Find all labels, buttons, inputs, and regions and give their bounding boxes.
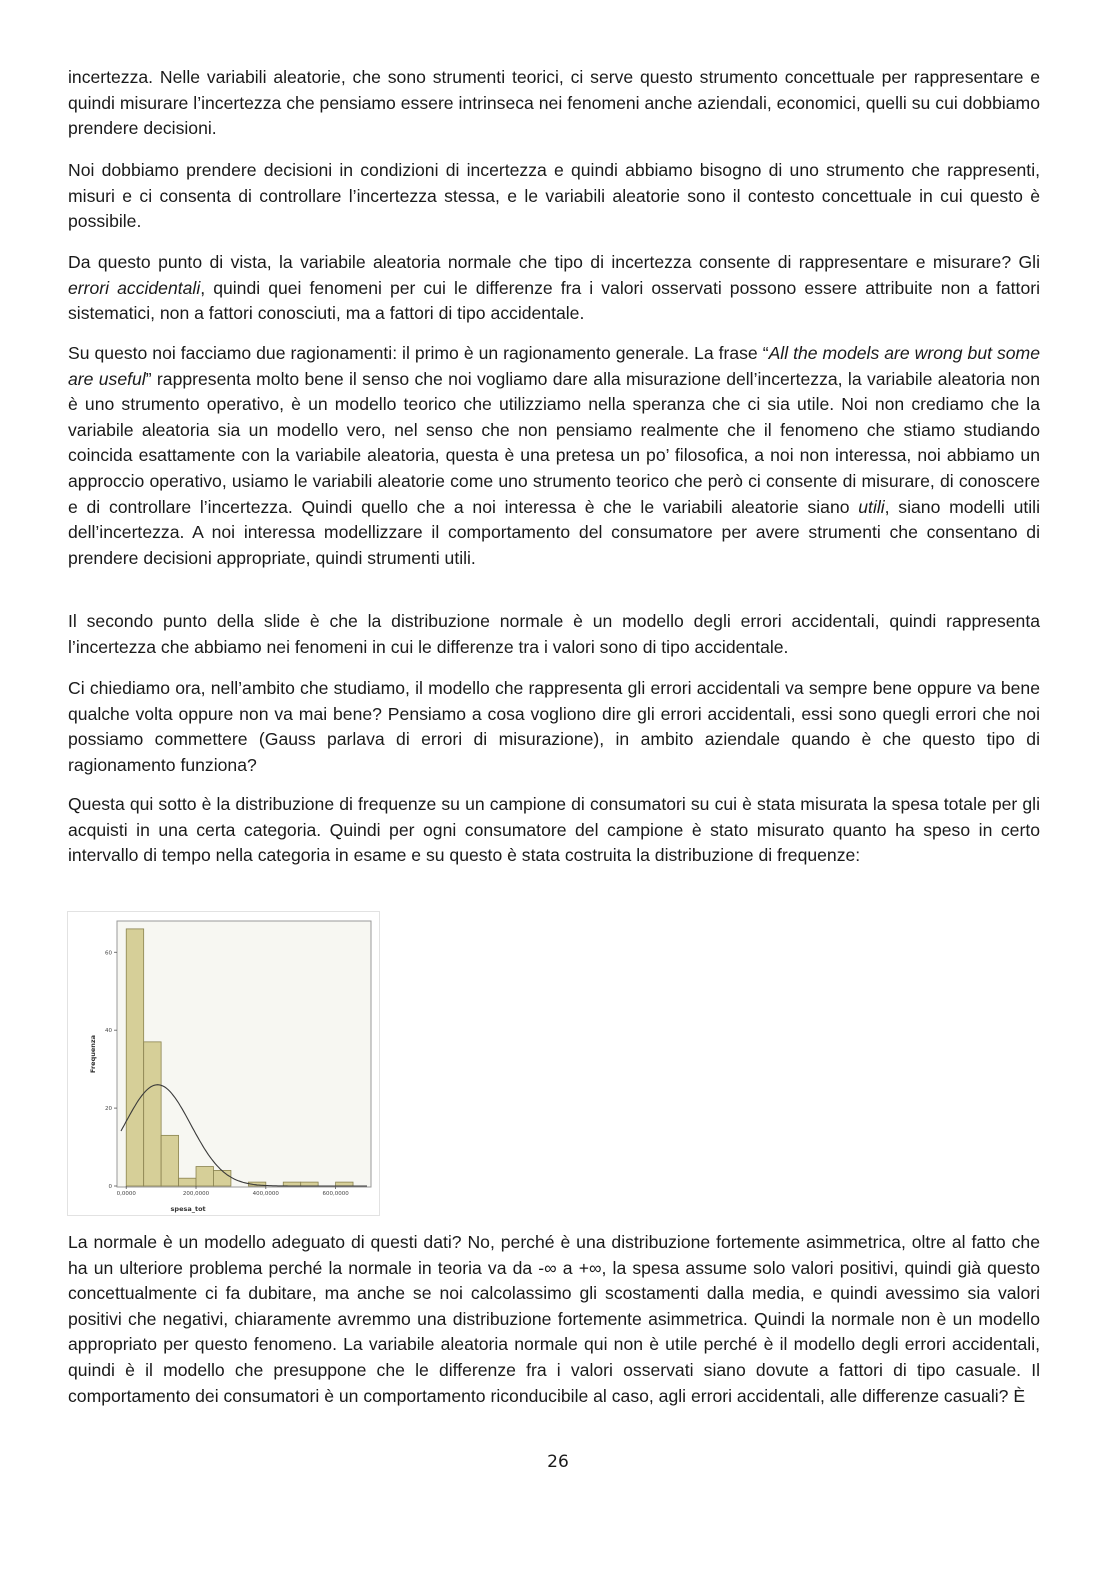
paragraph-4 xyxy=(68,341,1040,571)
y-tick-label: 60 xyxy=(105,950,112,957)
paragraph-2: Noi dobbiamo prendere decisioni in condizioni di incertezza e quindi abbiamo bisogno di uno strumento che rappresenti, misuri e ci consenta di controllare l’incertezza stessa, e le variabili aleatorie sono il contesto concettuale in cui questo è possibile. xyxy=(68,160,1040,232)
paragraph-5: Il secondo punto della slide è che la distribuzione normale è un modello degli errori accidentali, quindi rappresenta l’incertezza che abbiamo nei fenomeni in cui le differenze tra i valori sono di tipo accidentale. xyxy=(68,611,1040,657)
x-tick-label: 600,0000 xyxy=(322,1191,349,1197)
histogram-bar xyxy=(196,1167,213,1186)
histogram-bar xyxy=(179,1178,196,1186)
paragraph-4-text-c: , siano modelli utili dell’incertezza. A noi interessa modellizzare il comportamento del consumatore per avere strumenti che consentano di prendere decisioni appropriate, quindi strumenti utili. xyxy=(68,496,1040,568)
histogram-bar xyxy=(336,1182,353,1186)
page-number: 26 xyxy=(547,1452,569,1472)
histogram-bar xyxy=(301,1182,318,1186)
y-tick-label: 40 xyxy=(105,1028,112,1035)
y-tick-label: 0 xyxy=(108,1184,112,1190)
paragraph-3 xyxy=(68,250,1040,327)
paragraph-3-text-a: Da questo punto di vista, la variabile aleatoria normale che tipo di incertezza consente di rappresentare e misurare? Gli xyxy=(68,252,1040,272)
histogram-bar xyxy=(213,1170,230,1186)
paragraph-4-text-b: ” rappresenta molto bene il senso che noi vogliamo dare alla misurazione dell’incertezza, la variabile aleatoria non è uno strumento operativo, è un modello teorico che utilizziamo nella speranza che ci sia utile. Noi non crediamo che la variabile aleatoria sia un modello vero, nel senso che non pensiamo realmente che il fenomeno che stiamo studiando coincida esattamente con la variabile aleatoria, questa è una pretesa un po’ filosofica, a noi non interessa, noi abbiamo un approccio operativo, usiamo le variabili aleatorie come uno strumento teorico che però ci consente di misurare, di conoscere e di controllare l’incertezza. Quindi quello che a noi interessa è che le variabili aleatorie siano xyxy=(68,368,1040,517)
histogram-chart xyxy=(67,911,380,1216)
paragraph-8: La normale è un modello adeguato di questi dati? No, perché è una distribuzione fortemente asimmetrica, oltre al fatto che ha un ulteriore problema perché la normale in teoria va da -∞ a +∞, la spesa assume solo valori positivi, quindi già questo concettualmente ci fa dubitare, ma anche se noi calcolassimo gli scostamenti dalla media, e quindi avessimo sia valori positivi che negativi, chiaramente avremmo una distribuzione fortemente asimmetrica. Quindi la normale non è un modello appropriato per questo fenomeno. La variabile aleatoria normale qui non è utile perché è il modello degli errori accidentali, quindi è il modello che presuppone che le differenze fra i valori osservati siano dovute a fattori di tipo casuale. Il comportamento dei consumatori è un comportamento riconducibile al caso, agli errori accidentali, alle differenze casuali? È xyxy=(68,1232,1040,1406)
x-tick-label: 400,0000 xyxy=(252,1191,279,1197)
paragraph-4-text-a: Su questo noi facciamo due ragionamenti: il primo è un ragionamento generale. La frase “ xyxy=(68,343,769,363)
paragraph-7: Questa qui sotto è la distribuzione di frequenze su un campione di consumatori su cui è stata misurata la spesa totale per gli acquisti in una certa categoria. Quindi per ogni consumatore del campione è stato misurato quanto ha speso in certo intervallo di tempo nella categoria in esame e su questo è stata costruita la distribuzione di frequenze: xyxy=(68,794,1040,866)
paragraph-4-quote: All the models are wrong but some are useful xyxy=(68,343,1040,389)
paragraph-6: Ci chiediamo ora, nell’ambito che studiamo, il modello che rappresenta gli errori accidentali va sempre bene oppure va bene qualche volta oppure non va mai bene? Pensiamo a cosa vogliono dire gli errori accidentali, essi sono quegli errori che noi possiamo commettere (Gauss parlava di errori di misurazione), in ambito aziendale quando è che questo tipo di ragionamento funziona? xyxy=(68,678,1040,775)
histogram-figure xyxy=(67,911,380,1216)
x-tick-label: 0,0000 xyxy=(116,1191,136,1197)
paragraph-3-text-b: , quindi quei fenomeni per cui le differenze fra i valori osservati possono essere attribuite non a fattori sistematici, non a fattori conosciuti, ma a fattori di tipo accidentale. xyxy=(68,277,1040,324)
x-tick-label: 200,0000 xyxy=(182,1191,210,1197)
histogram-bar xyxy=(126,929,143,1186)
histogram-bar xyxy=(161,1135,178,1186)
x-axis-label: spesa_tot xyxy=(170,1205,206,1213)
paragraph-1: incertezza. Nelle variabili aleatorie, che sono strumenti teorici, ci serve questo strumento concettuale per rappresentare e quindi misurare l’incertezza che pensiamo essere intrinseca nei fenomeni anche aziendali, economici, quelli su cui dobbiamo prendere decisioni. xyxy=(68,67,1040,139)
y-axis-label: Frequenza xyxy=(89,1034,97,1074)
paragraph-4-emphasis: utili xyxy=(858,496,885,517)
histogram-bar xyxy=(144,1042,161,1186)
paragraph-3-emphasis: errori accidentali xyxy=(68,277,201,298)
y-tick-label: 20 xyxy=(105,1106,112,1113)
